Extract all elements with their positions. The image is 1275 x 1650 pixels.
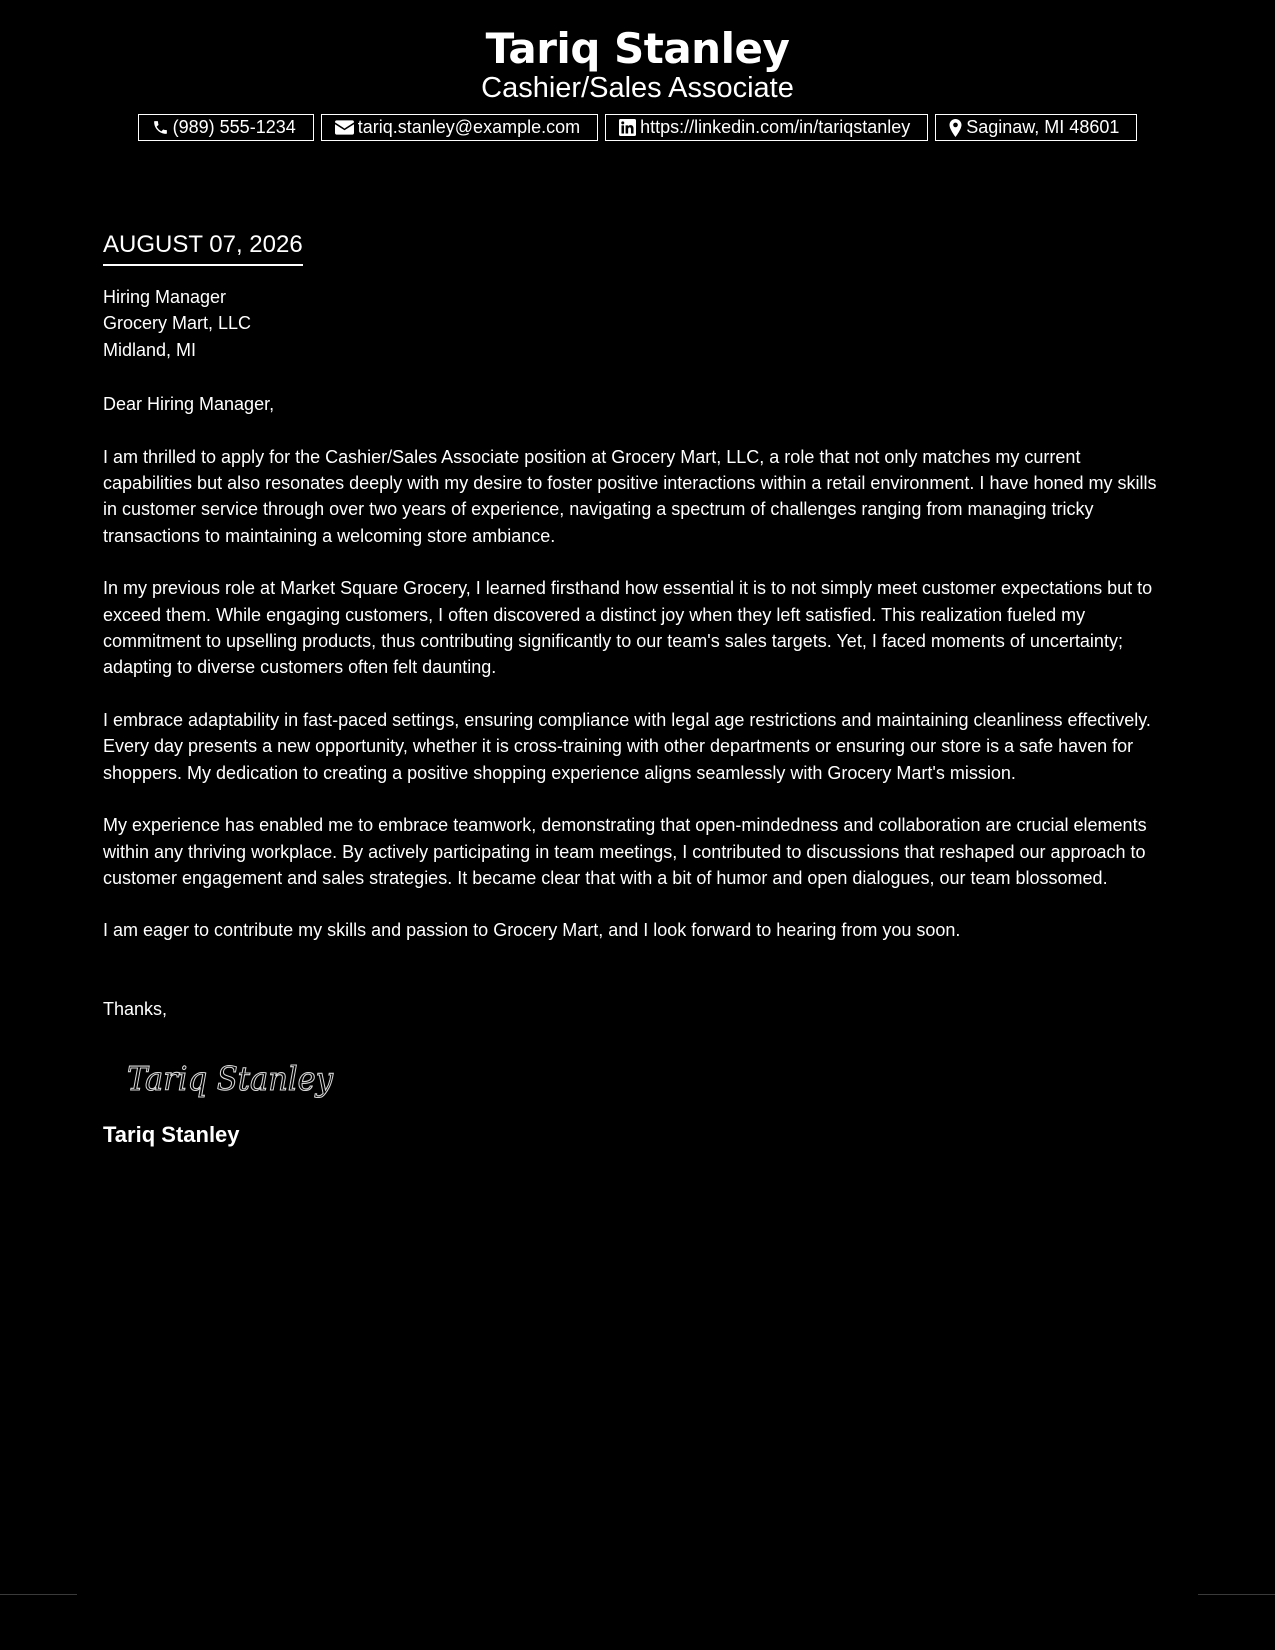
applicant-name: Tariq Stanley [485,24,790,73]
linkedin-icon [619,119,636,136]
linkedin-text: https://linkedin.com/in/tariqstanley [640,117,911,137]
letter-body [103,228,1173,1150]
greeting: Dear Hiring Manager, [103,394,275,415]
paragraph: My experience has enabled me to embrace teamwork, demonstrating that open-mindedness and collaboration are crucial elements within any thriving workplace. By actively participating in team meetings, I contributed to discussions that reshaped our approach to customer engagement and sales strategies. It became clear that with a bit of humor and open dialogues, our team blossomed. [103,815,1147,888]
map-marker-icon [949,119,962,137]
recipient-title: Hiring Manager [103,287,227,307]
footer-divider-left [0,1594,77,1595]
recipient-block [103,284,1173,363]
paragraph: In my previous role at Market Square Grocery, I learned firsthand how essential it is to not simply meet customer expectations but to exceed them. While engaging customers, I often discovered a distinct joy when they left satisfied. This realization fueled my commitment to upselling products, thus contributing significantly to our team's sales targets. Yet, I faced moments of uncertainty; adapting to diverse customers often felt daunting. [103,578,1153,678]
paragraph: I am eager to contribute my skills and passion to Grocery Mart, and I look forward to hearing from you soon. [103,920,961,941]
contact-bar [0,114,1275,141]
contact-location[interactable] [935,114,1137,141]
signer-name: Tariq Stanley [103,1122,240,1148]
letter-header [0,22,1275,104]
phone-icon [152,119,169,136]
recipient-location: Midland, MI [103,339,197,360]
contact-email[interactable] [321,114,598,141]
paragraph: I embrace adaptability in fast-paced settings, ensuring compliance with legal age restrictions and maintaining cleanliness effectively. Every day presents a new opportunity, whether it is cross-training with other departments or ensuring our store is a safe haven for shoppers. My dedication to creating a positive shopping experience aligns seamlessly with Grocery Mart's mission. [103,709,1151,783]
email-text: tariq.stanley@example.com [357,117,581,137]
phone-text: (989) 555-1234 [172,117,296,137]
closing: Thanks, [103,998,168,1019]
recipient-company: Grocery Mart, LLC [103,313,252,334]
footer-divider-right [1198,1594,1275,1595]
handwritten-signature [125,1048,1173,1106]
applicant-role: Cashier/Sales Associate [481,72,794,104]
envelope-icon [335,120,354,135]
location-text: Saginaw, MI 48601 [966,117,1120,137]
paragraph: I am thrilled to apply for the Cashier/Sales Associate position at Grocery Mart, LLC, a role that not only matches my current capabilities but also resonates deeply with my desire to foster positive interactions within a retail environment. I have honed my skills in customer service through over two years of experience, navigating a spectrum of challenges ranging from managing tricky transactions to maintaining a welcoming store ambiance. [103,446,1157,546]
letter-date: AUGUST 07, 2026 [103,228,303,266]
contact-phone[interactable] [138,114,314,141]
contact-linkedin[interactable] [605,114,928,141]
signature-text: Tariq Stanley [127,1059,334,1099]
